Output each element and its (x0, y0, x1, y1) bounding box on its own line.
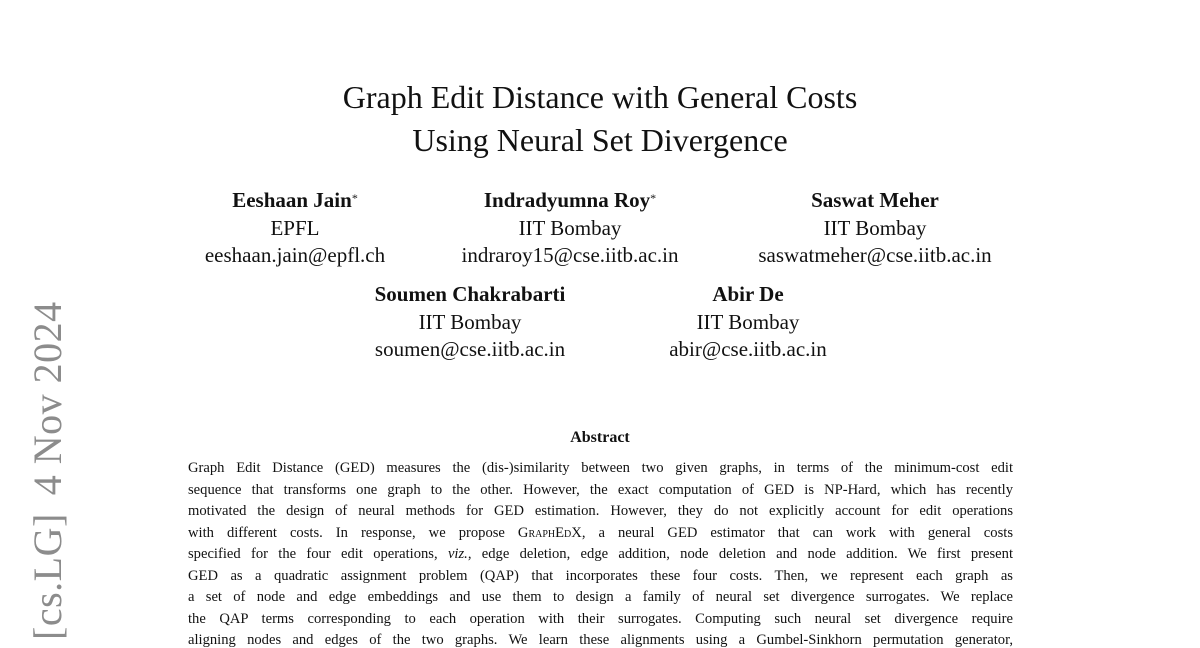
abstract-body (188, 458, 1013, 648)
author-block (440, 187, 700, 270)
author-block (735, 187, 1015, 270)
author-email[interactable]: abir@cse.iitb.ac.in (669, 337, 827, 361)
abstract-heading: Abstract (570, 429, 630, 446)
author-name: Abir De (712, 282, 784, 306)
author-affiliation: IIT Bombay (696, 309, 800, 334)
viz-abbrev: viz. (447, 546, 468, 562)
author-email[interactable]: soumen@cse.iitb.ac.in (374, 337, 566, 361)
paper-title (0, 76, 1200, 162)
author-name: Soumen Chakrabarti (374, 282, 566, 306)
arxiv-stamp (25, 301, 70, 640)
abstract-line: the QAP terms corresponding to each operation with their surrogates. Computing such neural set divergence require (188, 610, 1013, 627)
abstract-line: aligning nodes and edges of the two graphs. We learn these alignments using a Gumbel-Sinkhorn permutation generator, (188, 632, 1013, 648)
abstract-line: with different costs. In response, we propose GraphEdX, a neural GED estimator that can work with general costs (188, 524, 1013, 541)
abstract-line: motivated the design of neural methods for GED estimation. However, they do not explicitly account for edit operations (188, 503, 1013, 519)
author-name: Saswat Meher (811, 188, 939, 212)
arxiv-category: [cs.LG] (25, 513, 70, 640)
author-affiliation: EPFL (270, 215, 320, 240)
author-email[interactable]: saswatmeher@cse.iitb.ac.in (758, 243, 992, 267)
abstract-line: Graph Edit Distance (GED) measures the (dis-)similarity between two given graphs, in terms of the minimum-cost edit (188, 460, 1013, 476)
arxiv-date: 4 Nov 2024 (25, 301, 70, 496)
author-affiliation: IIT Bombay (823, 215, 927, 240)
author-email[interactable]: indraroy15@cse.iitb.ac.in (461, 243, 679, 267)
abstract-line: a set of node and edge embeddings and use them to design a family of neural set divergence surrogates. We replace (188, 589, 1013, 605)
author-name: Indradyumna Roy* (483, 188, 657, 212)
author-email[interactable]: eeshaan.jain@epfl.ch (204, 243, 386, 267)
author-name: Eeshaan Jain* (232, 188, 358, 212)
abstract-line: GED as a quadratic assignment problem (QAP) that incorporates these four costs. Then, we represent each graph as (188, 567, 1013, 584)
abstract-line: sequence that transforms one graph to the other. However, the exact computation of GED is NP-Hard, which has recently (188, 481, 1013, 498)
title-line-2: Using Neural Set Divergence (412, 122, 788, 158)
method-name: GraphEdX (517, 524, 582, 541)
abstract-line: specified for the four edit operations, viz., edge deletion, edge addition, node deletion and node addition. We first present (188, 546, 1013, 562)
author-block (643, 281, 853, 364)
author-affiliation: IIT Bombay (418, 309, 522, 334)
author-block (350, 281, 590, 364)
author-block (180, 187, 410, 270)
author-affiliation: IIT Bombay (518, 215, 622, 240)
title-line-1: Graph Edit Distance with General Costs (342, 79, 858, 115)
